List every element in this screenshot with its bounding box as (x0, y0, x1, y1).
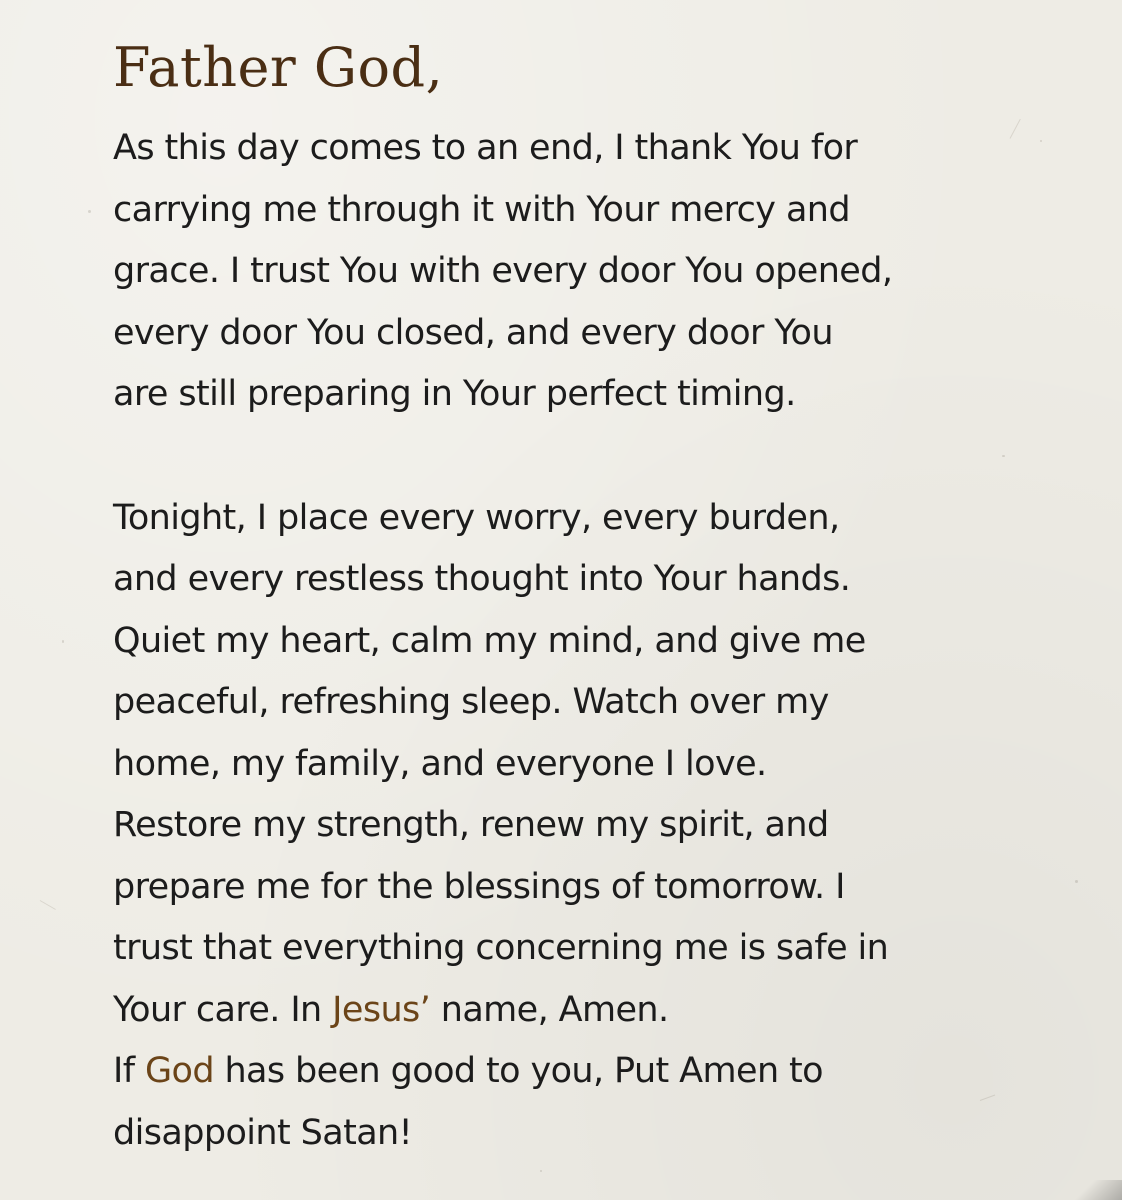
prayer-text-block (113, 32, 1053, 1164)
paper-speck (1075, 880, 1078, 883)
text-line: every door You closed, and every door You (113, 312, 833, 353)
paragraph-gratitude (113, 118, 1053, 426)
page-corner-shadow (1062, 1180, 1122, 1200)
closing-text-before: Your care. In (113, 989, 333, 1030)
text-line: home, my family, and everyone I love. (113, 743, 767, 784)
text-line: are still preparing in Your perfect timing. (113, 374, 796, 414)
text-line: carrying me through it with Your mercy and (113, 189, 850, 230)
call-text-before: If (113, 1051, 145, 1091)
text-line: As this day comes to an end, I thank You for (113, 128, 858, 168)
text-line: Quiet my heart, calm my mind, and give me (113, 620, 866, 661)
final-line: disappoint Satan! (113, 1112, 413, 1153)
text-line: grace. I trust You with every door You opened, (113, 251, 893, 291)
paper-speck (88, 210, 91, 213)
jesus-highlight: Jesus’ (332, 989, 431, 1030)
call-to-action-line (113, 1041, 1053, 1103)
closing-line (113, 980, 1053, 1042)
text-line: and every restless thought into Your hands. (113, 559, 851, 599)
call-text-after: has been good to you, Put Amen to (213, 1051, 823, 1091)
god-highlight: God (144, 1051, 214, 1091)
text-line: peaceful, refreshing sleep. Watch over my (113, 682, 829, 722)
text-line: prepare me for the blessings of tomorrow. I (113, 866, 845, 907)
paper-speck (62, 640, 64, 643)
text-line: trust that everything concerning me is safe in (113, 928, 889, 968)
paragraph-surrender (113, 488, 1053, 1165)
text-line: Tonight, I place every worry, every burden, (113, 497, 840, 538)
paper-fiber (40, 900, 56, 910)
paragraph-spacer (113, 426, 1053, 488)
text-line: Restore my strength, renew my spirit, and (113, 805, 829, 845)
prayer-heading: Father God, (113, 36, 444, 99)
closing-text-after: name, Amen. (430, 989, 669, 1030)
paper-speck (540, 1170, 542, 1172)
